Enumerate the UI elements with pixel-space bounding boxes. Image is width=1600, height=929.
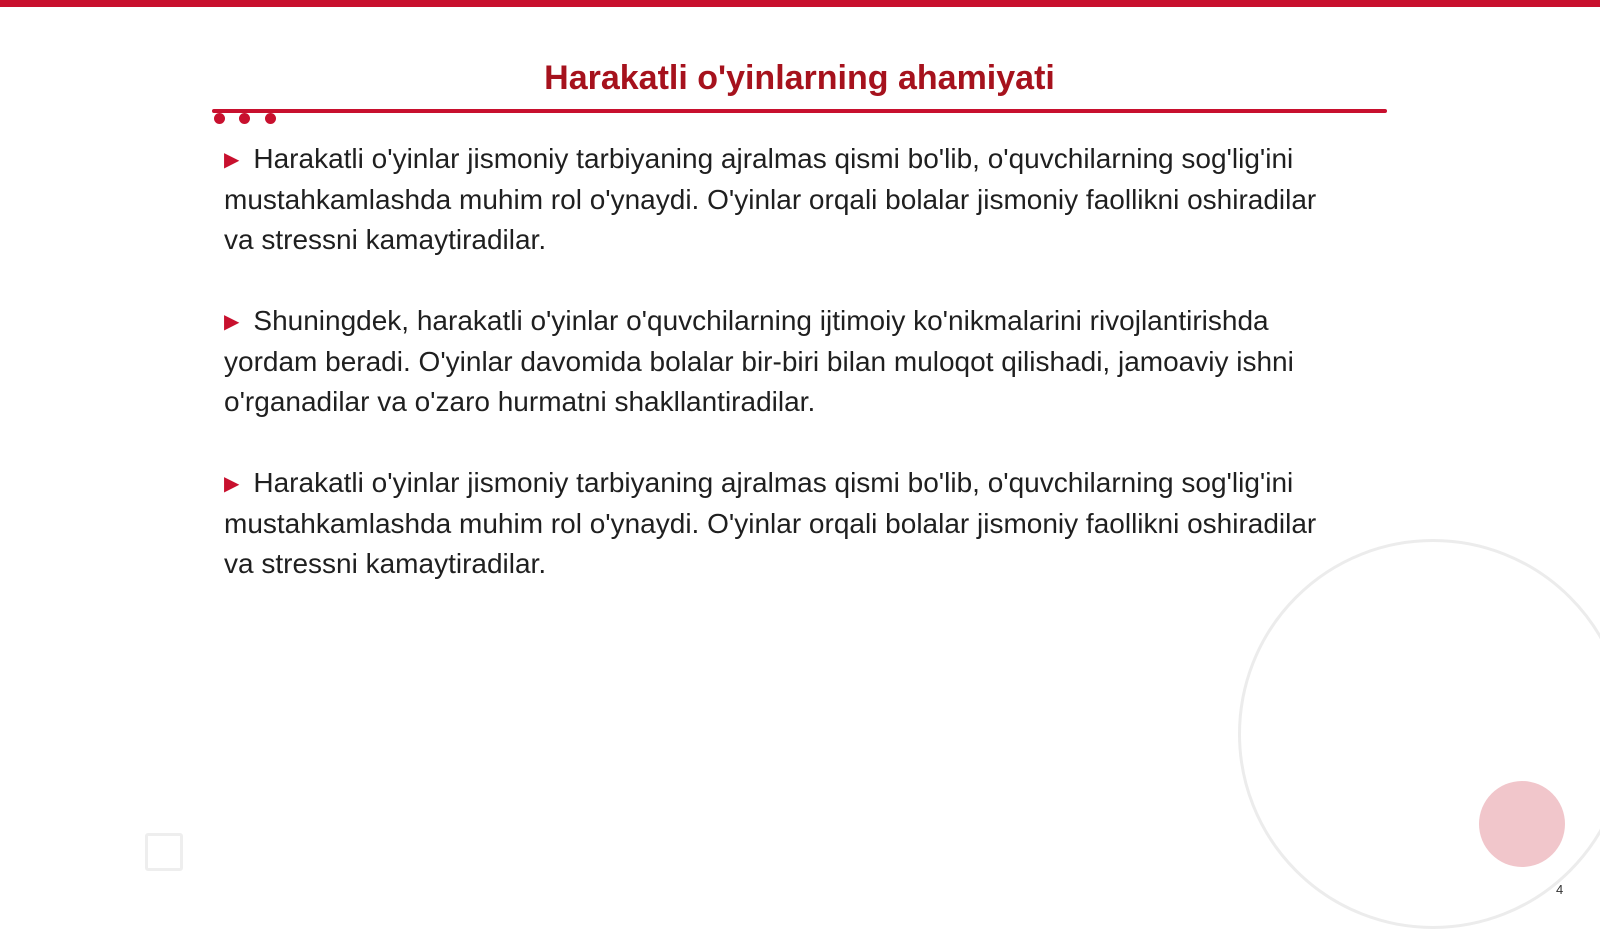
decorative-pink-circle	[1479, 781, 1565, 867]
title-underline	[212, 109, 1387, 113]
bullet-list	[224, 139, 1324, 625]
slide-number: 4	[1556, 882, 1564, 897]
underline-dot	[265, 113, 276, 124]
bullet-item	[224, 463, 1324, 584]
triangle-bullet-icon: ▶	[224, 149, 240, 171]
underline-dot	[239, 113, 250, 124]
triangle-bullet-icon: ▶	[224, 311, 240, 333]
bullet-text: Harakatli o'yinlar jismoniy tarbiyaning ajralmas qismi bo'lib, o'quvchilarning sog'lig'ini mustahkamlashda muhim rol o'ynaydi. O'yinlar orqali bolalar jismoniy faollikni oshiradilar va stressni kamaytiradilar.	[224, 143, 1317, 255]
bullet-item	[224, 301, 1324, 422]
underline-dot	[214, 113, 225, 124]
top-accent-bar	[0, 0, 1600, 7]
bullet-text: Shuningdek, harakatli o'yinlar o'quvchilarning ijtimoiy ko'nikmalarini rivojlantirishda yordam beradi. O'yinlar davomida bolalar bir-biri bilan muloqot qilishadi, jamoaviy ishni o'rganadilar va o'zaro hurmatni shakllantiradilar.	[224, 305, 1294, 417]
bullet-item	[224, 139, 1324, 260]
triangle-bullet-icon: ▶	[224, 473, 240, 495]
decorative-ring	[1238, 539, 1600, 929]
slide-title: Harakatli o'yinlarning ahamiyati	[544, 59, 1055, 97]
decorative-square	[145, 833, 183, 871]
bullet-text: Harakatli o'yinlar jismoniy tarbiyaning ajralmas qismi bo'lib, o'quvchilarning sog'lig'ini mustahkamlashda muhim rol o'ynaydi. O'yinlar orqali bolalar jismoniy faollikni oshiradilar va stressni kamaytiradilar.	[224, 467, 1317, 579]
